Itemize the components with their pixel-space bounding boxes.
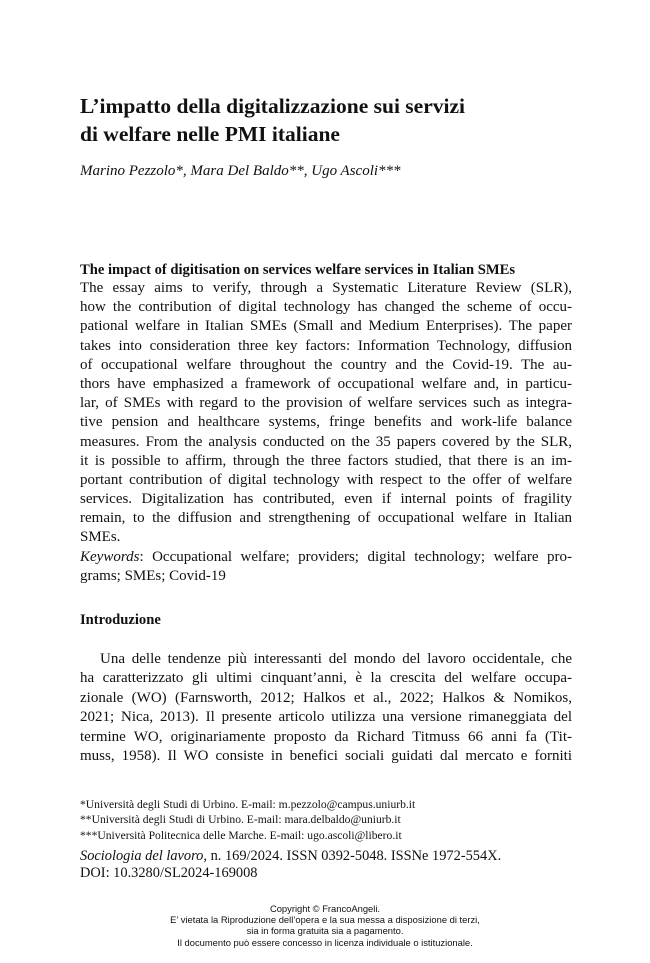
intro-line: ha caratterizzato gli ultimi cinquant’anni, è la crescita del welfare occupa- xyxy=(80,670,572,687)
intro-line: termine WO, originariamente proposto da Richard Titmuss 66 anni fa (Tit- xyxy=(80,728,572,745)
copyright-line: E’ vietata la Riproduzione dell’opera e la sua messa a disposizione di terzi, xyxy=(170,914,480,926)
abstract-line: services. Digitalization has contributed, even if internal points of fragility xyxy=(80,491,572,508)
abstract-line: it is possible to affirm, through the three factors studied, that there is an im- xyxy=(80,452,572,469)
copyright-line: sia in forma gratuita sia a pagamento. xyxy=(246,925,404,937)
abstract-line: measures. From the analysis conducted on the 35 papers covered by the SLR, xyxy=(80,433,572,450)
footnotes xyxy=(80,797,415,843)
title-line: di welfare nelle PMI italiane xyxy=(80,122,340,146)
abstract-line: The essay aims to verify, through a Systematic Literature Review (SLR), xyxy=(80,280,572,296)
intro-line: Una delle tendenze più interessanti del mondo del lavoro occidentale, che xyxy=(100,651,572,667)
introduction-body xyxy=(80,650,572,766)
abstract-line: remain, to the diffusion and strengthening of occupational welfare in Italian xyxy=(80,510,572,527)
copyright-line: Il documento può essere concesso in licenza individuale o istituzionale. xyxy=(177,936,473,948)
authors: Marino Pezzolo*, Mara Del Baldo**, Ugo Ascoli*** xyxy=(80,163,401,179)
abstract-line: thors have emphasized a framework of occupational welfare and, in particu- xyxy=(80,375,572,392)
footnote: *Università degli Studi di Urbino. E-mail: m.pezzolo@campus.uniurb.it xyxy=(80,798,416,811)
article-title xyxy=(80,92,560,148)
intro-line: zionale (WO) (Farnsworth, 2012; Halkos et al., 2022; Halkos & Nomikos, xyxy=(80,689,572,706)
intro-line: muss, 1958). Il WO consiste in benefici sociali guidati dal mercato e forniti xyxy=(80,747,572,764)
keywords-label: Keywords xyxy=(80,548,140,565)
journal-name: Sociologia del lavoro xyxy=(80,848,204,864)
citation-line xyxy=(80,848,501,865)
abstract-line: pational welfare in Italian SMEs (Small and Medium Enterprises). The paper xyxy=(80,318,572,335)
footnote: ***Università Politecnica delle Marche. E-mail: ugo.ascoli@libero.it xyxy=(80,828,402,842)
abstract-line: of occupational welfare throughout the country and the Covid-19. The au- xyxy=(80,356,572,373)
abstract-line: how the contribution of digital technology has changed the scheme of occu- xyxy=(80,299,572,316)
abstract-line: SMEs. xyxy=(80,529,121,546)
keywords-line-2: grams; SMEs; Covid-19 xyxy=(80,567,226,584)
abstract-heading: The impact of digitisation on services welfare services in Italian SMEs xyxy=(80,262,516,278)
abstract-line: takes into consideration three key factors: Information Technology, diffusion xyxy=(80,337,572,354)
copyright-notice xyxy=(0,903,650,948)
section-heading: Introduzione xyxy=(80,612,161,628)
footnote: **Università degli Studi di Urbino. E-mail: mara.delbaldo@uniurb.it xyxy=(80,813,401,827)
copyright-line: Copyright © FrancoAngeli. xyxy=(269,903,381,914)
title-line: L’impatto della digitalizzazione sui servizi xyxy=(80,94,465,118)
citation-details: , n. 169/2024. ISSN 0392-5048. ISSNe 1972-554X. xyxy=(203,848,502,864)
citation xyxy=(80,848,501,882)
keywords-text: : Occupational welfare; providers; digital technology; welfare pro- xyxy=(139,548,572,565)
abstract-line: portant contribution of digital technology with respect to the offer of welfare xyxy=(80,471,572,488)
doi: DOI: 10.3280/SL2024-169008 xyxy=(80,864,258,881)
keywords-line xyxy=(80,548,572,567)
abstract-body xyxy=(80,279,572,586)
abstract-line: lar, of SMEs with regard to the provision of welfare services such as integra- xyxy=(80,395,572,412)
abstract-line: tive pension and healthcare systems, fringe benefits and work-life balance xyxy=(80,414,572,431)
intro-line: 2021; Nica, 2013). Il presente articolo utilizza una versione rimaneggiata del xyxy=(80,709,572,726)
